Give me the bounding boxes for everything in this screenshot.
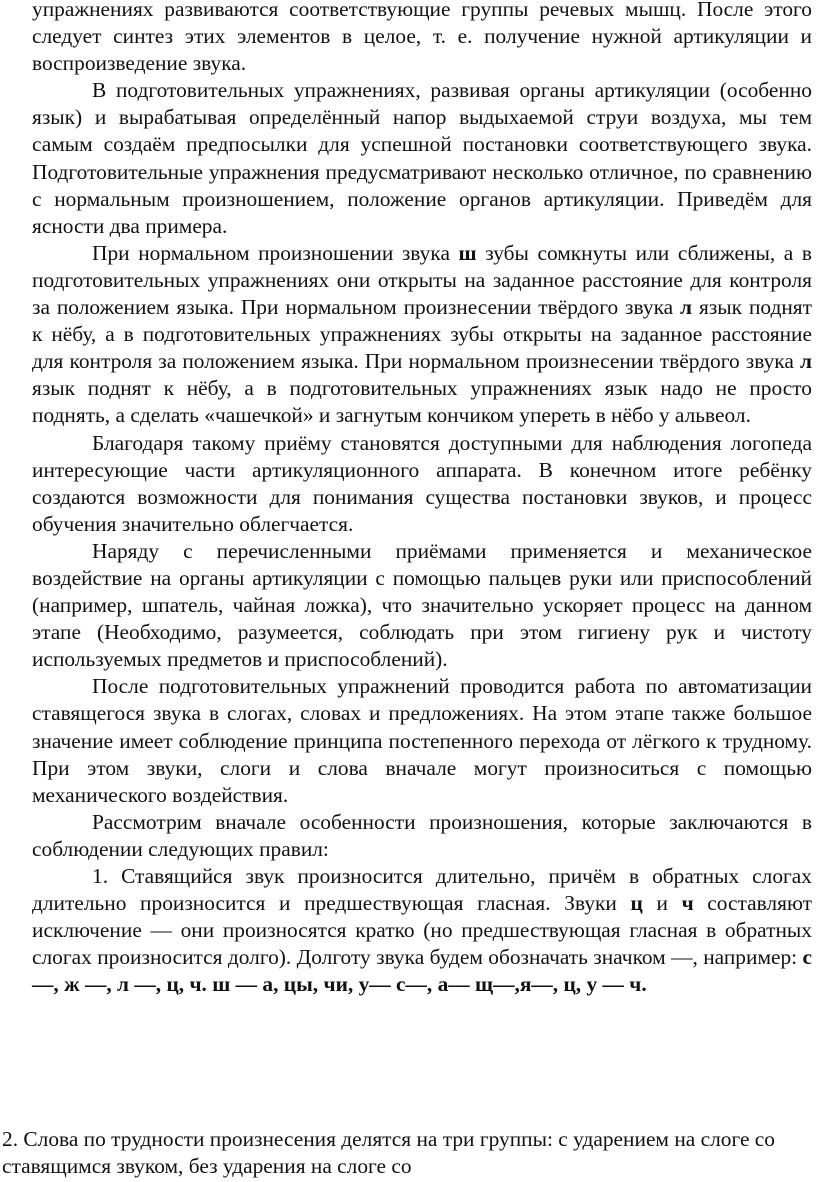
- rule-2-block: [2, 1126, 812, 1180]
- document-body: [32, 0, 812, 998]
- paragraph-rule-1: [32, 863, 812, 998]
- paragraph-rules-intro: Рассмотрим вначале особенности произношения, которые заключаются в соблюдении следующих правил:: [32, 809, 812, 861]
- text-span: язык поднят к нёбу, а в подготовительных упражнениях зубы открыты на заданное расстояние для контроля за положением языка. При нормальном произнесении твёрдого звука: [32, 295, 812, 374]
- paragraph-continuation: упражнениях развиваются соответствующие группы речевых мышц. После этого следует синтез этих элементов в целое, т. е. получение нужной артикуляции и воспроизведение звука.: [32, 0, 812, 76]
- sound-letter-bold: ш: [458, 240, 477, 265]
- paragraph-examples: [32, 240, 812, 430]
- sound-letter-bold: л: [680, 295, 693, 320]
- sound-letter-bold: л: [799, 349, 812, 374]
- text-span: составляют исключение — они произносятся кратко (но предшествующая гласная в обратных слогах произносится долго). Долготу звука будем обозначать значком —, например:: [32, 891, 812, 970]
- paragraph-automation: После подготовительных упражнений проводится работа по автоматизации ставящегося звука в слогах, словах и предложениях. На этом этапе также большое значение имеет соблюдение принципа постепенного перехода от лёгкого к трудному. При этом звуки, слоги и слова вначале могут произноситься с помощью механического воздействия.: [32, 674, 812, 807]
- paragraph-observation: Благодаря такому приёму становятся доступными для наблюдения логопеда интересующие части артикуляционного аппарата. В конечном итоге ребёнку создаются возможности для понимания существа постановки звуков, и процесс обучения значительно облегчается.: [32, 430, 812, 536]
- paragraph-preparatory-exercises: В подготовительных упражнениях, развивая органы артикуляции (особенно язык) и вырабатывая определённый напор выдыхаемой струи воздуха, мы тем самым создаём предпосылки для успешной постановки соответствующего звука. Подготовительные упражнения предусматривают несколько отличное, по сравнению с нормальным произношением, положение органов артикуляции. Приведём для ясности два примера.: [32, 78, 812, 238]
- paragraph-mechanical-action: Наряду с перечисленными приёмами применяется и механическое воздействие на органы артикуляции с помощью пальцев руки или приспособлений (например, шпатель, чайная ложка), что значительно ускоряет процесс на данном этапе (Необходимо, разумеется, соблюдать при этом гигиену рук и чистоту используемых предметов и приспособлений).: [32, 538, 812, 672]
- paragraph-rule-2: 2. Слова по трудности произнесения делятся на три группы: с ударением на слоге со ставящимся звуком, без ударения на слоге со: [2, 1127, 775, 1179]
- sound-letter-bold: ч: [681, 891, 694, 916]
- text-span: зубы сомкнуты или сближены, а в подготовительных упражнениях они открыты на заданное расстояние для контроля за положением языка. При нормальном произнесении твёрдого звука: [32, 240, 812, 320]
- text-span: При нормальном произношении звука: [92, 240, 459, 265]
- text-span: 1. Ставящийся звук произносится длительно, причём в обратных слогах длительно произносится и предшествующая гласная. Звуки: [32, 864, 812, 916]
- sound-examples-bold: с —, ж —, л —, ц, ч. ш — а, цы, чи, у— с—, а— щ—,я—, ц, у — ч.: [32, 945, 812, 997]
- text-span: язык поднят к нёбу, а в подготовительных упражнениях язык надо не просто поднять, а сделать «чашечкой» и загнутым кончиком упереть в нёбо у альвеол.: [32, 376, 812, 428]
- sound-letter-bold: ц: [630, 891, 643, 916]
- text-span: и: [642, 891, 682, 916]
